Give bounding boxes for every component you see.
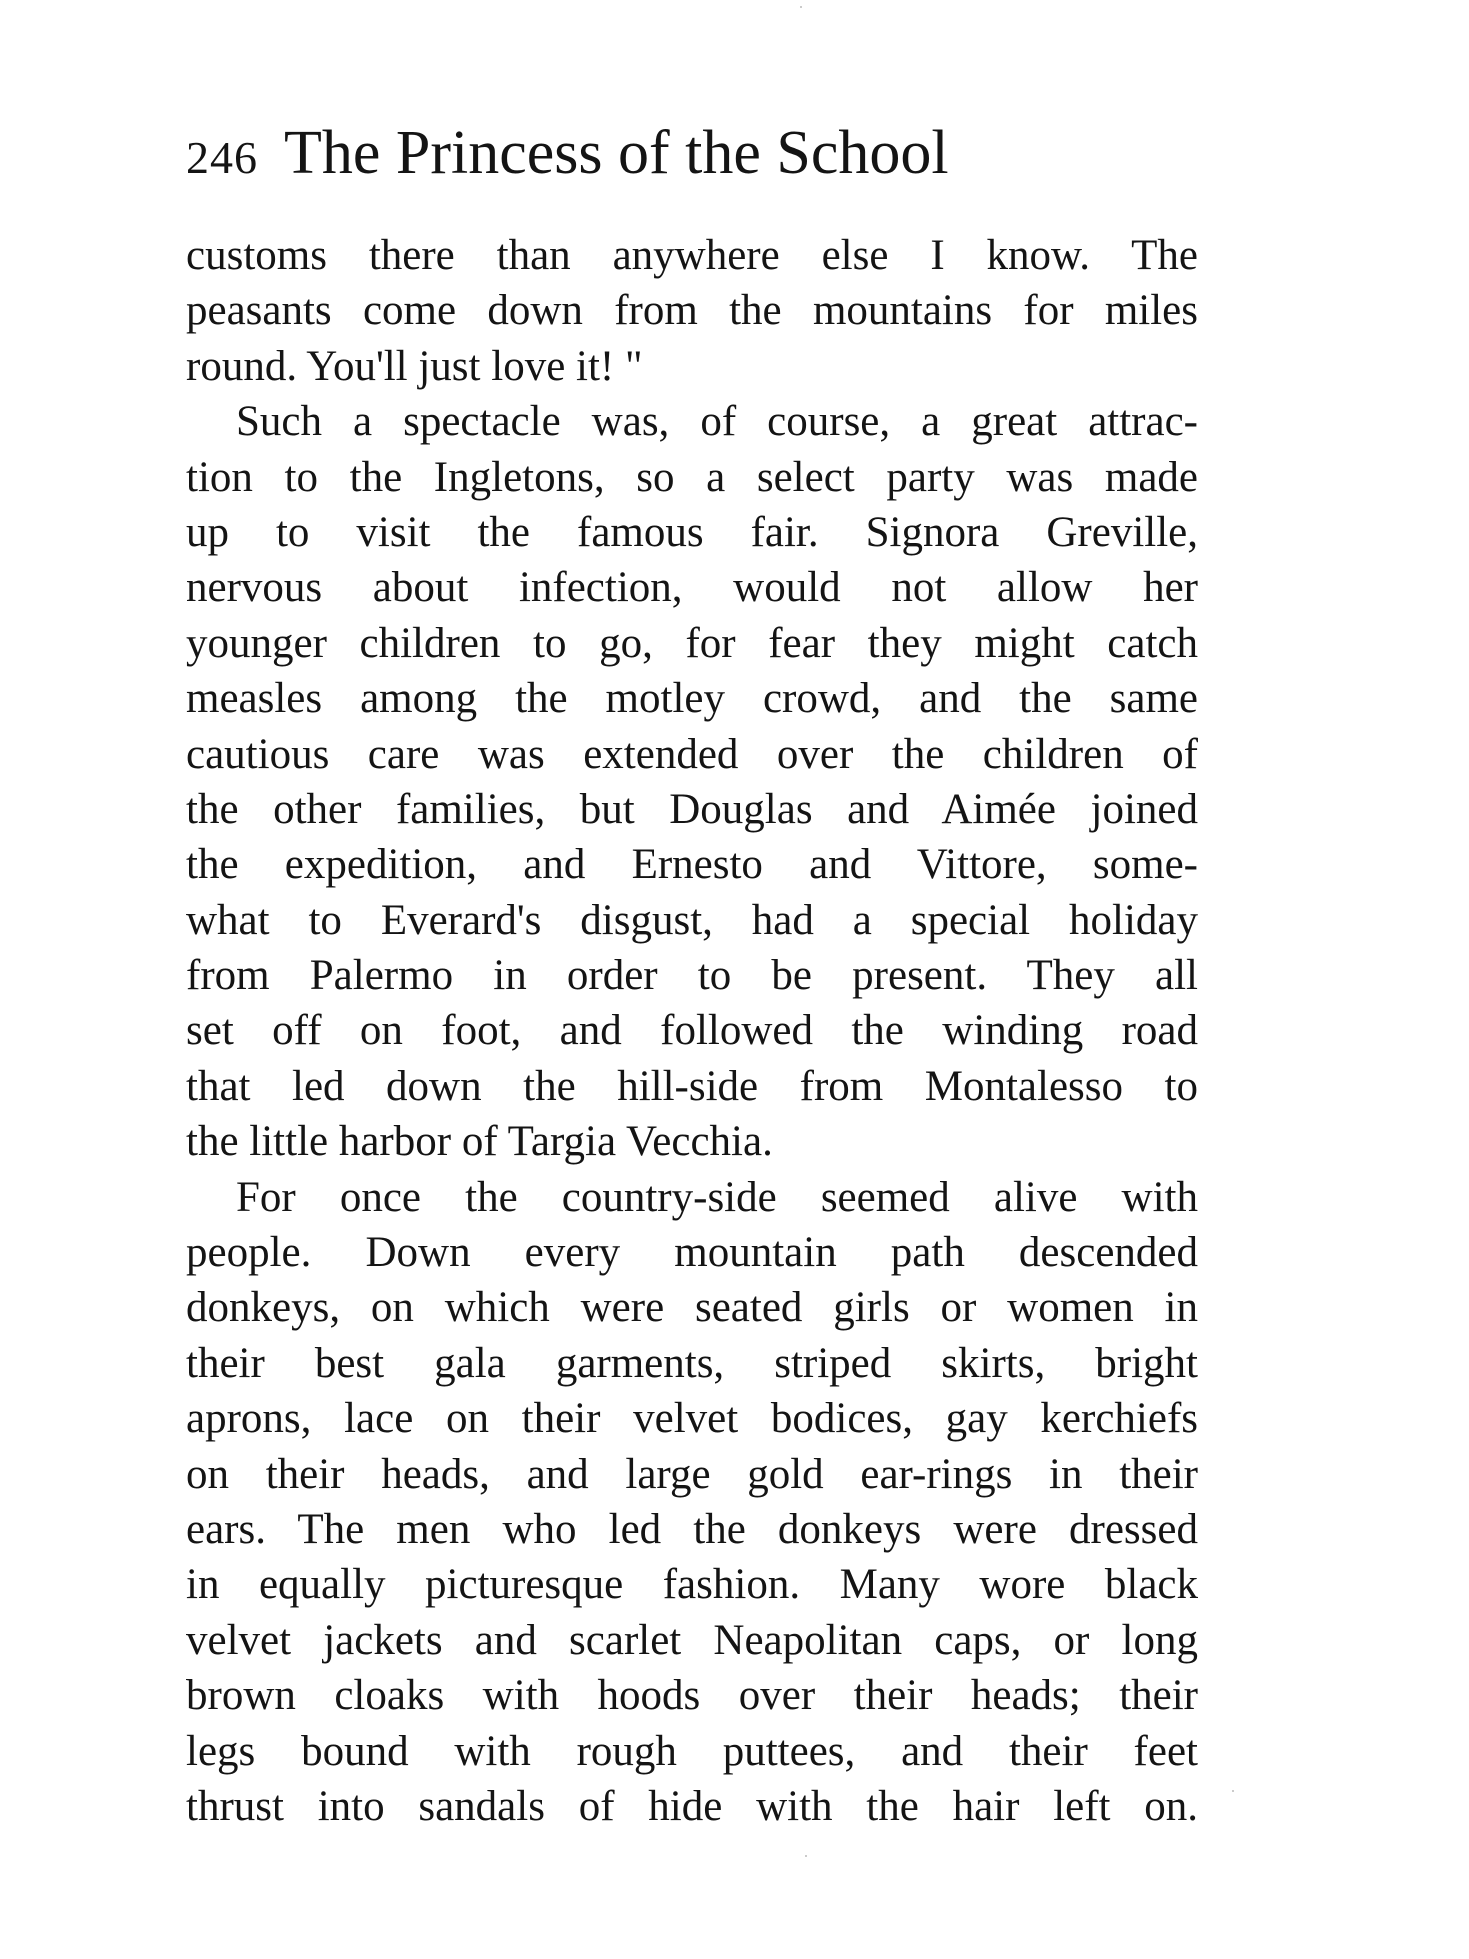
text-line: nervous about infection, would not allow her [186,564,1198,612]
text-line: up to visit the famous fair. Signora Greville, [186,508,1198,556]
text-line: customs there than anywhere else I know. The [186,232,1198,279]
text-line: their best gala garments, striped skirts, bright [186,1339,1198,1387]
page-number: 246 [186,132,258,183]
text-line: people. Down every mountain path descended [186,1229,1198,1277]
text-line: that led down the hill-side from Montalesso to [186,1062,1198,1110]
text-line: ears. The men who led the donkeys were dressed [186,1505,1198,1553]
text-line: younger children to go, for fear they might catch [186,619,1198,667]
body-text [186,228,1198,1834]
text-line: the little harbor of Targia Vecchia. [186,1118,773,1166]
text-line: round. You'll just love it! " [186,342,643,390]
text-line: velvet jackets and scarlet Neapolitan caps, or long [186,1616,1198,1664]
scan-speck [805,1855,807,1857]
text-line: the expedition, and Ernesto and Vittore, some- [186,841,1198,889]
book-title: The Princess of the School [284,119,949,187]
text-line: donkeys, on which were seated girls or women in [186,1284,1198,1332]
scan-speck [1232,1790,1234,1792]
text-line: what to Everard's disgust, had a special holiday [186,896,1198,944]
scan-speck [800,6,802,8]
text-line: in equally picturesque fashion. Many wore black [186,1561,1198,1609]
text-line: measles among the motley crowd, and the same [186,675,1198,723]
paragraph-first-line: Such a spectacle was, of course, a great attrac- [236,398,1198,446]
text-line: set off on foot, and followed the winding road [186,1007,1198,1055]
text-line: from Palermo in order to be present. They all [186,952,1198,1000]
text-line: on their heads, and large gold ear-rings in their [186,1450,1198,1498]
text-line: thrust into sandals of hide with the hair left on. [186,1782,1198,1830]
text-line: peasants come down from the mountains for miles [186,287,1198,335]
text-line: tion to the Ingletons, so a select party was made [186,453,1198,501]
text-line: aprons, lace on their velvet bodices, gay kerchiefs [186,1395,1198,1443]
running-head [186,118,949,198]
text-line: legs bound with rough puttees, and their feet [186,1727,1198,1775]
text-line: brown cloaks with hoods over their heads; their [186,1672,1198,1720]
paragraph-first-line: For once the country-side seemed alive with [236,1173,1198,1221]
text-line: cautious care was extended over the children of [186,730,1198,778]
text-line: the other families, but Douglas and Aimée joined [186,785,1198,833]
